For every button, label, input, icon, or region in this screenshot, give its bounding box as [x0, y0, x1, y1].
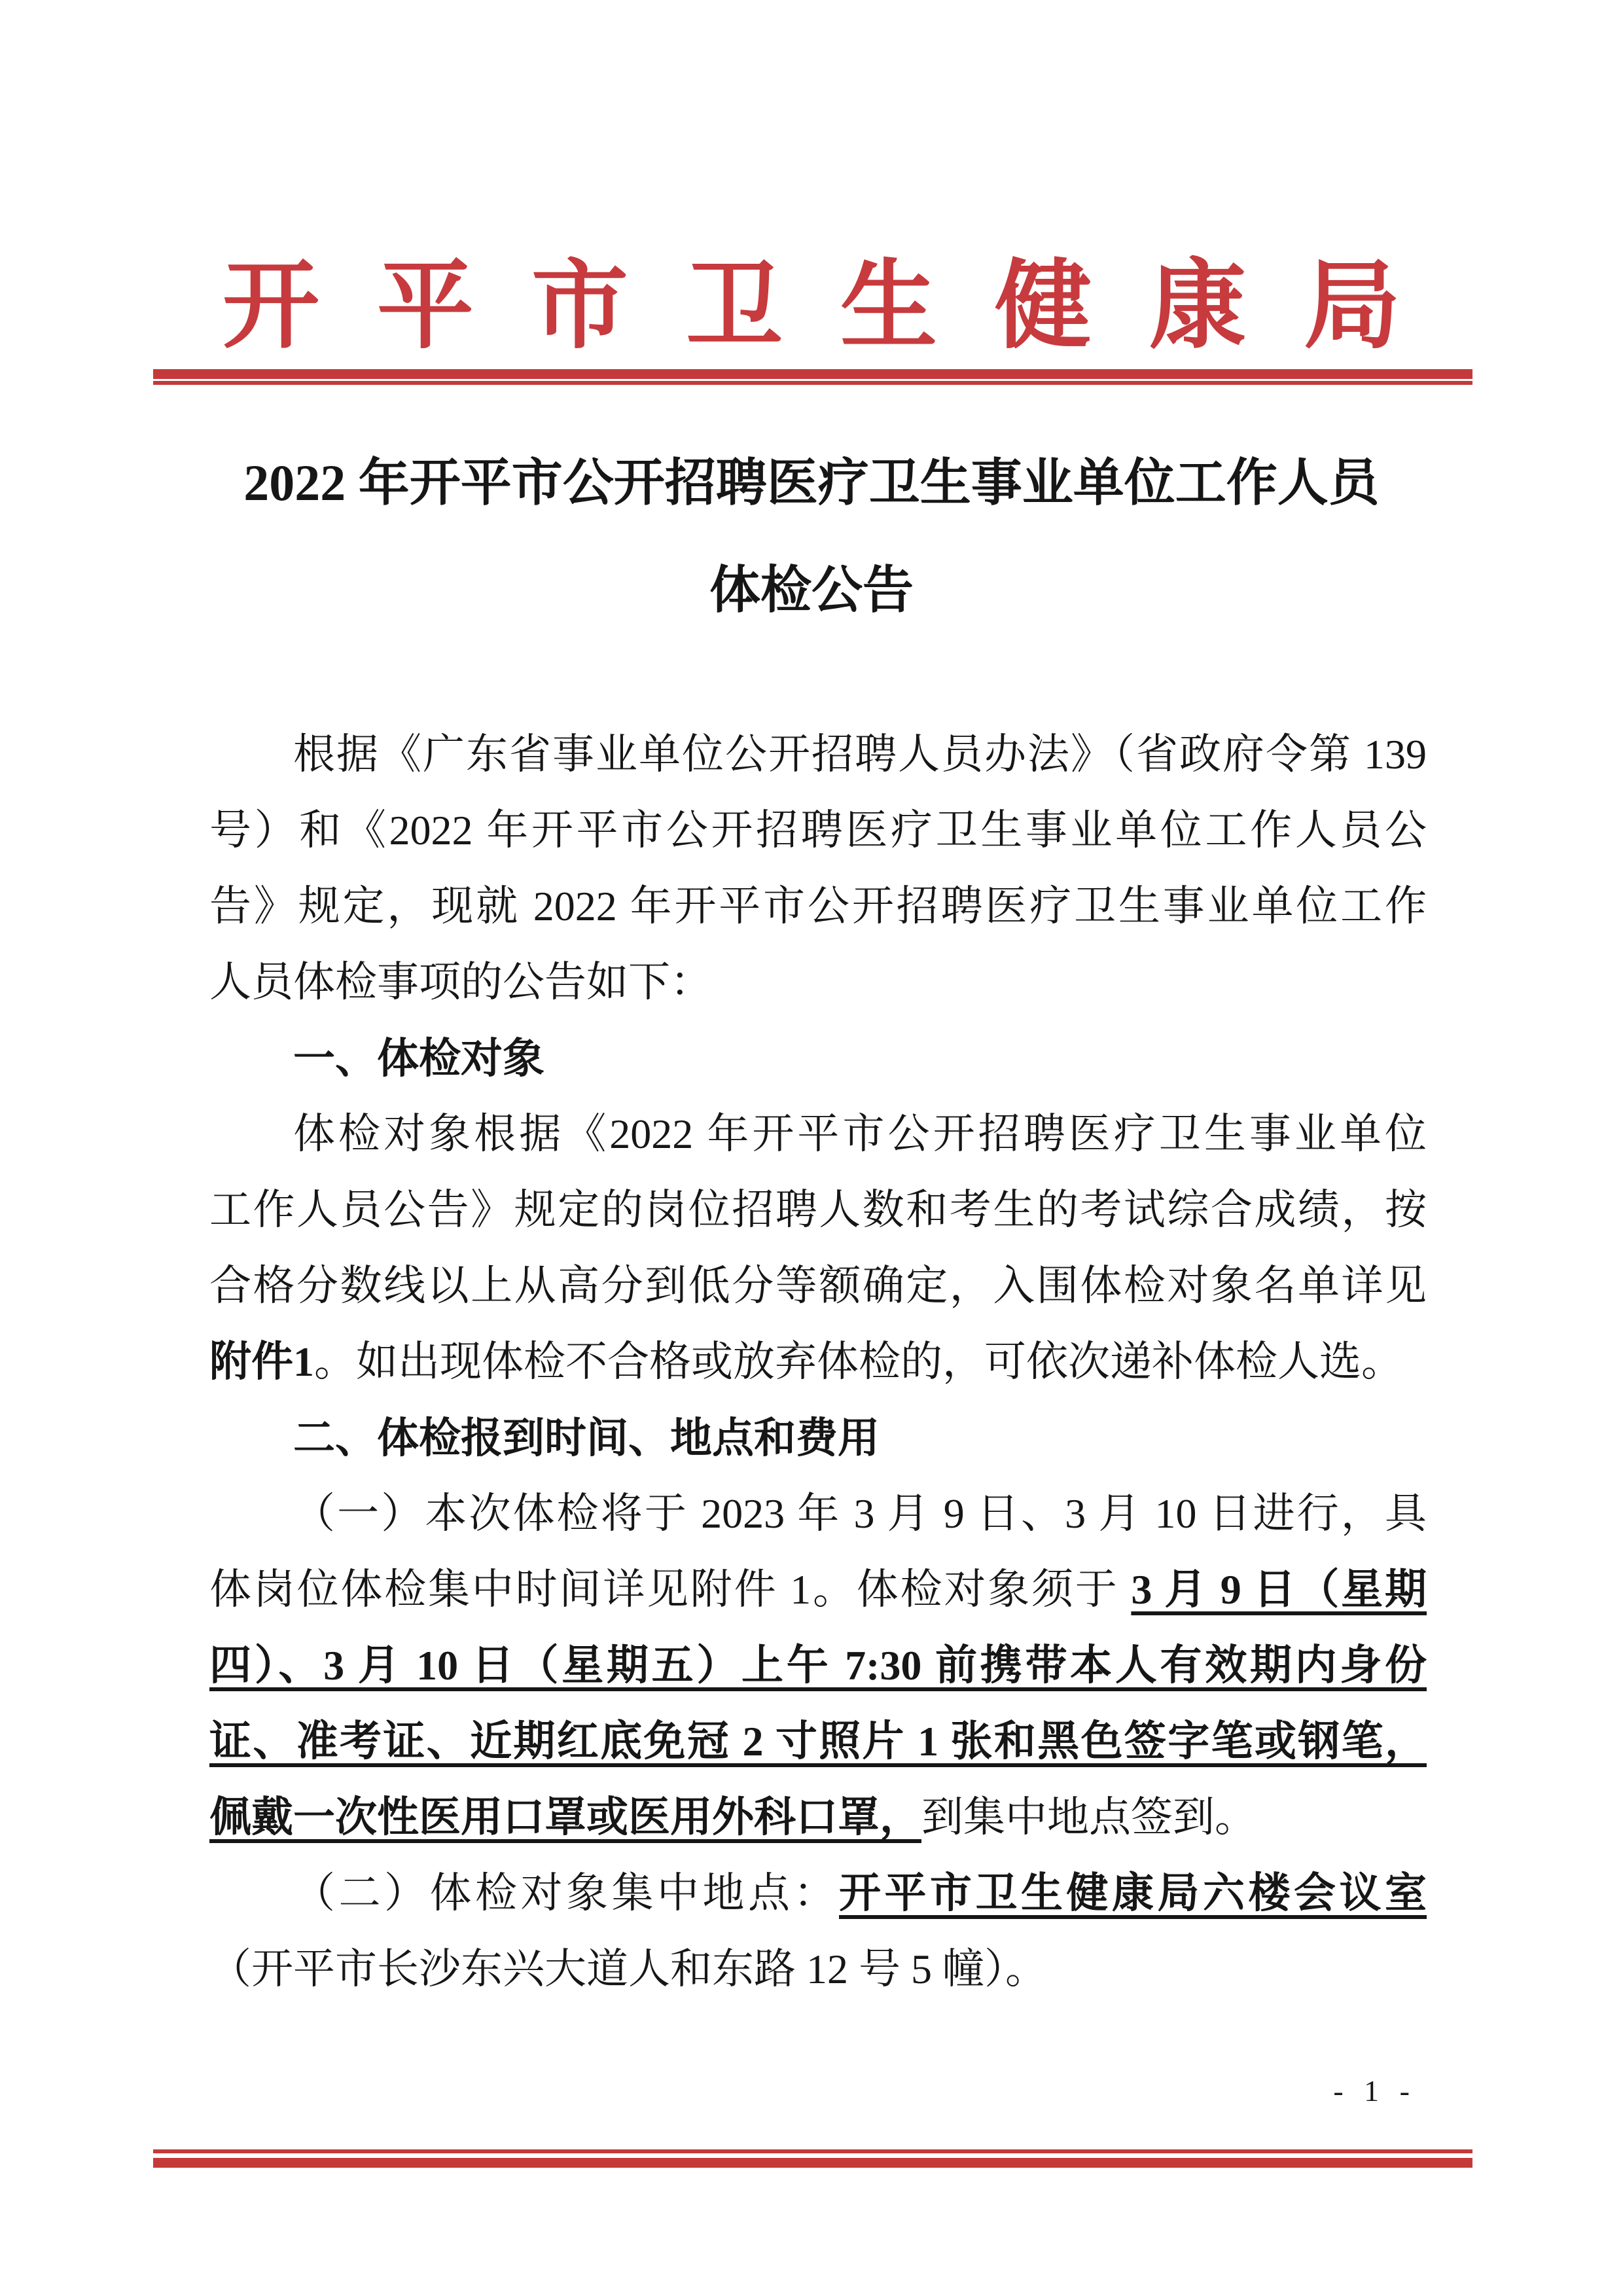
footer-divider-thick-line [153, 2158, 1472, 2168]
text-run: （二）体检对象集中地点： [293, 1870, 839, 1916]
body-line [209, 1248, 1427, 1324]
text-run: 体检对象根据《2022 年开平市公开招聘医疗卫生事业单位 [293, 1111, 1427, 1157]
emphasis-bold-run: 附件1 [209, 1338, 314, 1385]
text-run: 工作人员公告》规定的岗位招聘人数和考生的考试综合成绩，按 [209, 1187, 1427, 1233]
body-line [209, 1476, 1427, 1552]
body-line [209, 1172, 1427, 1248]
text-run: （一）本次体检将于 2023 年 3 月 9 日、3 月 10 日进行，具 [293, 1490, 1427, 1537]
body-line [209, 1856, 1427, 1931]
document-body [209, 717, 1427, 2007]
text-run: 体岗位体检集中时间详见附件 1。体检对象须于 [209, 1566, 1132, 1613]
body-line [209, 717, 1427, 793]
body-line [209, 1780, 1427, 1856]
footer-divider-thin-line [153, 2149, 1472, 2153]
document-title-line2: 体检公告 [709, 562, 914, 619]
emphasis-underline-run: 四）、3 月 10 日（星期五）上午 7:30 前携带本人有效期内身份 [209, 1642, 1427, 1689]
header-divider-thin-line [153, 381, 1472, 385]
footer-divider [153, 2149, 1472, 2168]
emphasis-underline-run: 佩戴一次性医用口罩或医用外科口罩， [209, 1794, 921, 1840]
body-line [209, 1704, 1427, 1780]
document-title-line1: 2022 年开平市公开招聘医疗卫生事业单位工作人员 [243, 454, 1380, 511]
agency-letterhead: 开平市卫生健康局 [223, 253, 1458, 361]
body-line [209, 1096, 1427, 1172]
document-title [0, 429, 1623, 644]
text-run: 告》规定，现就 2022 年开平市公开招聘医疗卫生事业单位工作 [209, 883, 1427, 929]
header-divider-thick-line [153, 369, 1472, 379]
text-run: 根据《广东省事业单位公开招聘人员办法》（省政府令第 139 [293, 731, 1427, 778]
text-run: 人员体检事项的公告如下： [209, 959, 712, 1005]
header-divider [153, 369, 1472, 385]
body-line [209, 869, 1427, 944]
text-run: 。如出现体检不合格或放弃体检的，可依次递补体检人选。 [314, 1338, 1403, 1385]
page-number: - 1 - [1333, 2074, 1416, 2108]
body-line [209, 793, 1427, 869]
emphasis-underline-run: 3 月 9 日（星期 [1131, 1566, 1427, 1613]
body-line [209, 1628, 1427, 1704]
heading-text: 一、体检对象 [293, 1035, 544, 1082]
text-run: （开平市长沙东兴大道人和东路 12 号 5 幢）。 [209, 1946, 1047, 1992]
emphasis-underline-run: 开平市卫生健康局六楼会议室 [839, 1870, 1427, 1916]
heading-text: 二、体检报到时间、地点和费用 [293, 1414, 880, 1462]
body-line [209, 1324, 1427, 1400]
text-run: 合格分数线以上从高分到低分等额确定，入围体检对象名单详见 [209, 1263, 1427, 1309]
emphasis-underline-run: 证、准考证、近期红底免冠 2 寸照片 1 张和黑色签字笔或钢笔， [209, 1718, 1427, 1765]
body-line [209, 1552, 1427, 1628]
body-line [209, 1931, 1427, 2007]
text-run: 号）和《2022 年开平市公开招聘医疗卫生事业单位工作人员公 [209, 807, 1427, 853]
section-heading-1 [209, 1020, 1427, 1096]
body-line [209, 944, 1427, 1020]
text-run: 到集中地点签到。 [921, 1794, 1257, 1840]
section-heading-2 [209, 1400, 1427, 1476]
